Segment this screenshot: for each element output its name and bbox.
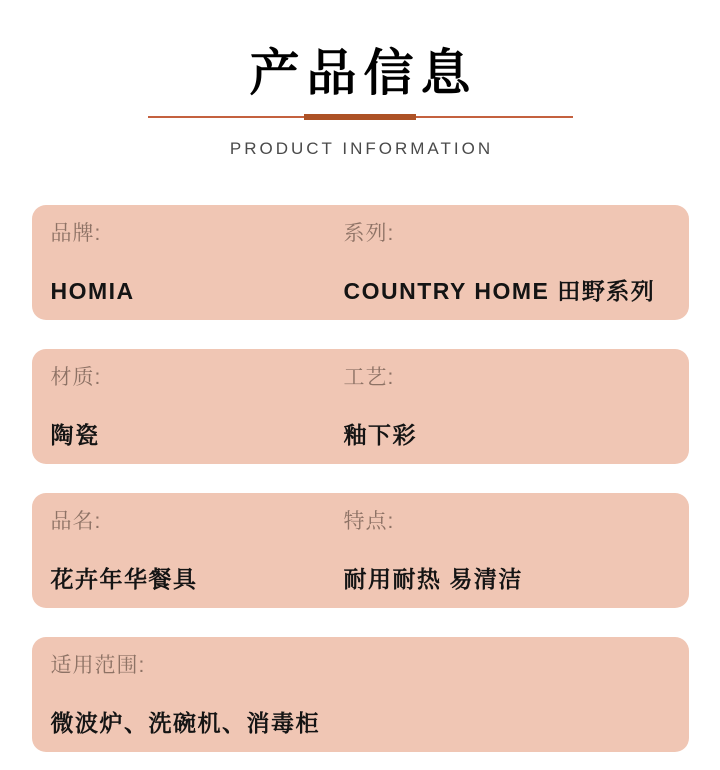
info-card-material-craft xyxy=(32,349,689,464)
title-divider-line xyxy=(148,116,573,118)
field-brand xyxy=(51,221,344,320)
field-label-material: 材质: xyxy=(50,366,102,389)
info-card-brand-series xyxy=(32,205,689,320)
field-value-product-name: 花卉年华餐具 xyxy=(50,566,198,592)
field-material xyxy=(51,365,344,464)
field-label-applicable-range: 适用范围: xyxy=(50,654,146,677)
info-card-list xyxy=(0,205,720,752)
field-features xyxy=(344,509,669,608)
field-value-material: 陶瓷 xyxy=(50,422,100,448)
field-craft xyxy=(344,365,669,464)
field-applicable-range xyxy=(51,653,669,737)
page-subtitle: PRODUCT INFORMATION xyxy=(229,139,494,158)
divider-accent-bar xyxy=(304,114,416,120)
field-label-brand: 品牌: xyxy=(50,222,102,245)
field-label-series: 系列: xyxy=(343,222,395,245)
field-series xyxy=(344,221,669,320)
field-label-product-name: 品名: xyxy=(50,510,102,533)
field-value-series: COUNTRY HOME 田野系列 xyxy=(343,278,656,304)
field-value-applicable-range: 微波炉、洗碗机、消毒柜 xyxy=(50,710,320,736)
info-card-name-features xyxy=(32,493,689,608)
field-value-features: 耐用耐热 易清洁 xyxy=(343,566,523,592)
field-product-name xyxy=(51,509,344,608)
field-label-features: 特点: xyxy=(343,510,395,533)
field-label-craft: 工艺: xyxy=(343,366,395,389)
field-value-craft: 釉下彩 xyxy=(343,422,417,448)
info-card-applicable-range xyxy=(32,637,689,752)
page-title: 产品信息 xyxy=(249,45,478,101)
field-value-brand: HOMIA xyxy=(50,278,135,304)
